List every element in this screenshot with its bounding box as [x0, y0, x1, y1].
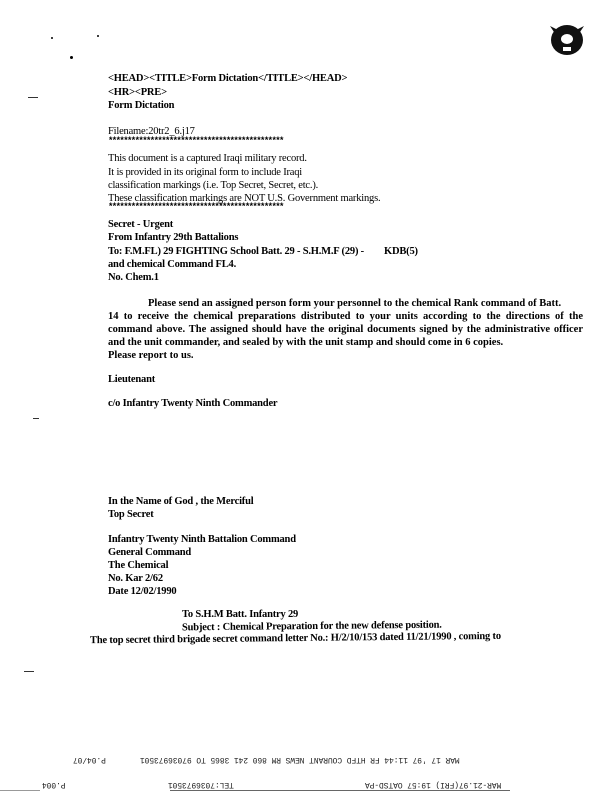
body-first: Please send an assigned person form your personnel to the chemical Rank command of Batt. — [148, 298, 562, 309]
divider-stars: ********************************************** — [108, 202, 283, 212]
invocation: In the Name of God , the Merciful — [108, 496, 254, 507]
scan-mark — [33, 418, 39, 419]
to-line-2: and chemical Command FL4. — [108, 259, 237, 270]
fax-rule — [0, 790, 40, 791]
fax-rule — [170, 790, 510, 791]
to-line: To: F.M.FL) 29 FIGHTING School Batt. 29 - S.H.M.F (29) - — [108, 246, 364, 257]
fax-page-1: P.04/07 — [73, 755, 106, 764]
fax-header-2: MAR-21.97(FRI) 19:57 OATSD-PA — [365, 780, 502, 789]
notice-line: These classification markings are NOT U.S. Government markings. — [108, 193, 381, 204]
seal-emblem — [548, 22, 586, 58]
dept-line: General Command — [108, 547, 192, 558]
signature-rank: Lieutenant — [108, 374, 156, 385]
divider-stars: ********************************************** — [108, 136, 283, 146]
body-last: Please report to us. — [108, 350, 194, 361]
scan-speck — [97, 35, 99, 37]
number-line: No. Kar 2/62 — [108, 573, 163, 584]
notice-line: It is provided in its original form to include Iraqi — [108, 167, 303, 178]
body-rest: 14 to receive the chemical preparations distributed to your units according to the directions of the command above. The assigned should have the original documents signed by the administrative officer and the unit commander, and sealed by with the unit stamp and should come in 6 copies. — [108, 311, 583, 348]
scan-speck — [70, 56, 73, 59]
date-line: Date 12/02/1990 — [108, 586, 177, 597]
html-pre-line: <HR><PRE> — [108, 87, 167, 98]
unit-line: Infantry Twenty Ninth Battalion Command — [108, 534, 296, 545]
notice-line: This document is a captured Iraqi military record. — [108, 153, 307, 164]
from-line: From Infantry 29th Battalions — [108, 232, 239, 243]
scan-mark — [28, 97, 38, 98]
html-head-line: <HEAD><TITLE>Form Dictation</TITLE></HEAD> — [108, 73, 348, 84]
fax-page-2: P.004 — [42, 780, 66, 789]
signature-unit: c/o Infantry Twenty Ninth Commander — [108, 398, 278, 409]
code: KDB(5) — [384, 246, 418, 257]
form-title: Form Dictation — [108, 100, 175, 111]
subject-line: Subject : Chemical Preparation for the new defense position. — [181, 619, 442, 634]
classification-2: Top Secret — [108, 509, 154, 520]
filename: Filename:20tr2_6.j17 — [108, 126, 195, 137]
memo-body — [108, 297, 583, 362]
notice-line: classification markings (i.e. Top Secret, Secret, etc.). — [108, 180, 319, 191]
scan-speck — [51, 37, 53, 39]
scan-mark — [24, 671, 34, 672]
to-line-2: To S.H.M Batt. Infantry 29 — [182, 609, 299, 620]
fax-header-1: MAR 17 '97 11:44 FR HTFD COURANT NEWS RM 860 241 3865 TO 97036973501 — [140, 755, 460, 764]
body-line: The top secret third brigade secret command letter No.: H/2/10/153 dated 11/21/1990 , coming to — [89, 630, 501, 647]
memo-number: No. Chem.1 — [108, 272, 159, 283]
classification: Secret - Urgent — [108, 219, 174, 230]
fax-tel: TEL:7036973501 — [168, 780, 234, 789]
section-line: The Chemical — [108, 560, 169, 571]
